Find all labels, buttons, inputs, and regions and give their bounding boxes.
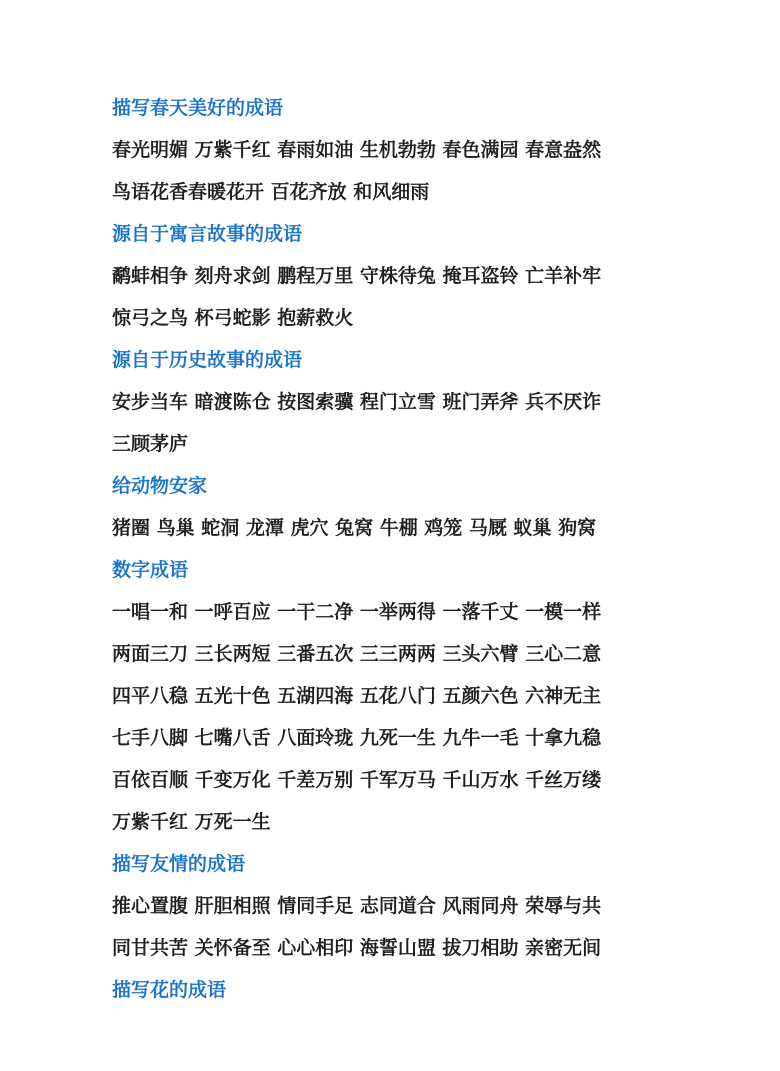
section-heading: 源自于寓言故事的成语 [112, 223, 303, 245]
section-number-idioms [112, 552, 752, 846]
idiom-line: 四平八稳 五光十色 五湖四海 五花八门 五颜六色 六神无主 [112, 685, 602, 707]
idiom-line: 鸟语花香春暖花开 百花齐放 和风细雨 [112, 181, 430, 203]
idiom-line: 猪圈 鸟巢 蛇洞 龙潭 虎穴 兔窝 牛棚 鸡笼 马厩 蚁巢 狗窝 [112, 517, 597, 539]
section-heading: 描写花的成语 [112, 979, 227, 1001]
section-friendship [112, 846, 752, 972]
section-animal-homes [112, 468, 752, 552]
idiom-line: 一唱一和 一呼百应 一干二净 一举两得 一落千丈 一模一样 [112, 601, 602, 623]
section-fables [112, 216, 752, 342]
section-history [112, 342, 752, 468]
idiom-line: 三顾茅庐 [112, 433, 189, 455]
idiom-line: 惊弓之鸟 杯弓蛇影 抱薪救火 [112, 307, 354, 329]
section-heading: 描写友情的成语 [112, 853, 246, 875]
idiom-line: 两面三刀 三长两短 三番五次 三三两两 三头六臂 三心二意 [112, 643, 602, 665]
idiom-line: 七手八脚 七嘴八舌 八面玲珑 九死一生 九牛一毛 十拿九稳 [112, 727, 602, 749]
section-heading: 源自于历史故事的成语 [112, 349, 303, 371]
idiom-line: 春光明媚 万紫千红 春雨如油 生机勃勃 春色满园 春意盎然 [112, 139, 602, 161]
idiom-line: 鹬蚌相争 刻舟求剑 鹏程万里 守株待兔 掩耳盗铃 亡羊补牢 [112, 265, 602, 287]
section-spring [112, 90, 752, 216]
idiom-line: 安步当车 暗渡陈仓 按图索骥 程门立雪 班门弄斧 兵不厌诈 [112, 391, 602, 413]
idiom-document [112, 90, 752, 1014]
idiom-line: 百依百顺 千变万化 千差万别 千军万马 千山万水 千丝万缕 [112, 769, 602, 791]
idiom-line: 万紫千红 万死一生 [112, 811, 271, 833]
idiom-line: 同甘共苦 关怀备至 心心相印 海誓山盟 拔刀相助 亲密无间 [112, 937, 602, 959]
section-heading: 描写春天美好的成语 [112, 97, 284, 119]
section-heading: 数字成语 [112, 559, 189, 581]
idiom-line: 推心置腹 肝胆相照 情同手足 志同道合 风雨同舟 荣辱与共 [112, 895, 602, 917]
section-flowers [112, 972, 752, 1014]
section-heading: 给动物安家 [112, 475, 208, 497]
